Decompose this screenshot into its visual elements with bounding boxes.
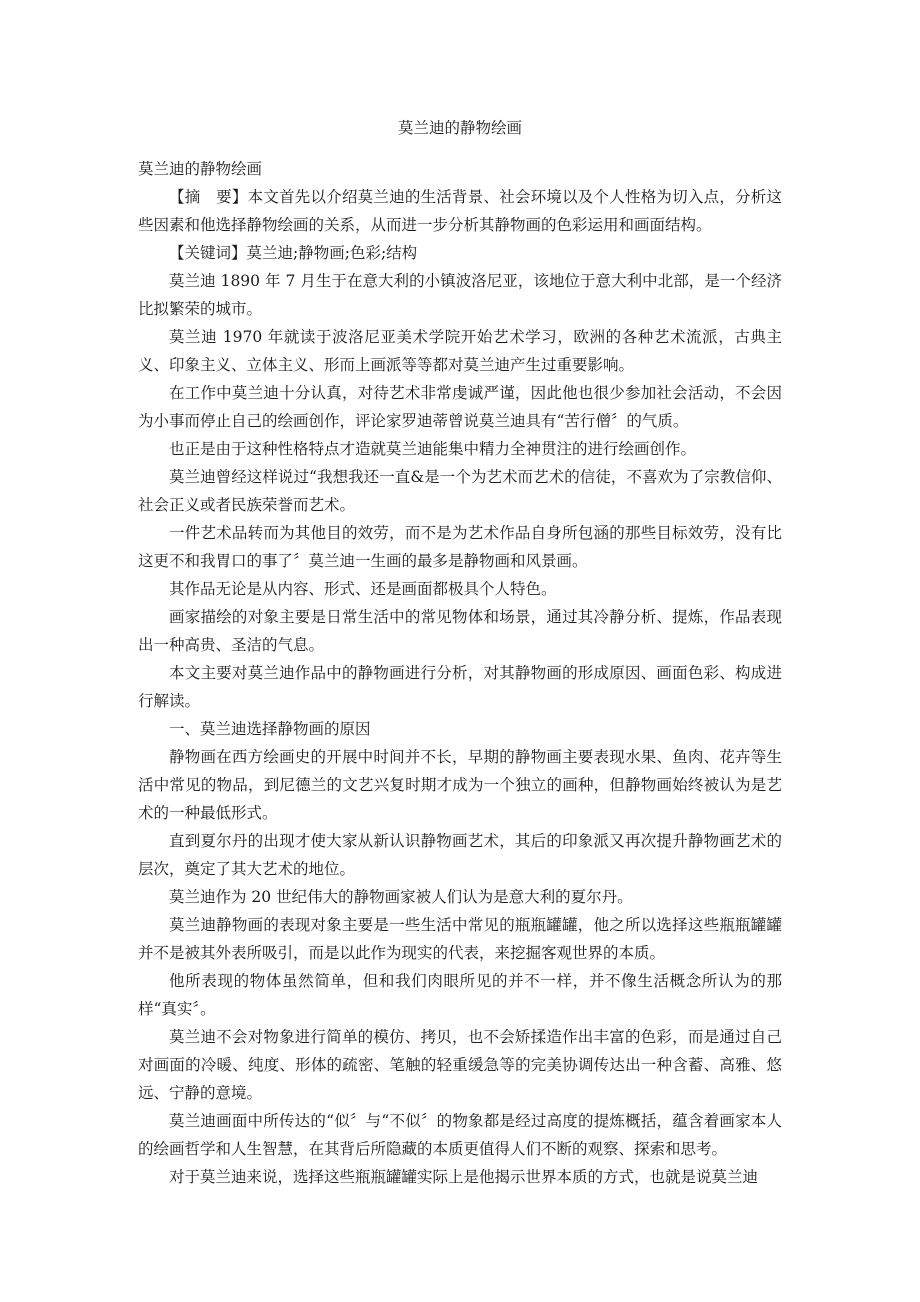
paragraph: 莫兰迪作为 20 世纪伟大的静物画家被人们认为是意大利的夏尔丹。 <box>169 888 633 906</box>
paragraph: 画家描绘的对象主要是日常生活中的常见物体和场景，通过其冷静分析、提炼，作品表现出一种高贵、圣洁的气息。 <box>138 608 782 654</box>
keywords-paragraph: 【关键词】莫兰迪;静物画;色彩;结构 <box>169 244 418 262</box>
section-heading: 一、莫兰迪选择静物画的原因 <box>169 720 371 738</box>
paragraph: 静物画在西方绘画史的开展中时间并不长，早期的静物画主要表现水果、鱼肉、花卉等生活中常见的物品，到尼德兰的文艺兴复时期才成为一个独立的画种，但静物画始终被认为是艺术的一种最低形式。 <box>138 748 782 822</box>
document-subtitle: 莫兰迪的静物绘画 <box>138 160 263 178</box>
paragraph: 莫兰迪 1890 年 7 月生于在意大利的小镇波洛尼亚，该地位于意大利中北部，是一个经济比拟繁荣的城市。 <box>138 272 782 318</box>
paragraph: 直到夏尔丹的出现才使大家从新认识静物画艺术，其后的印象派又再次提升静物画艺术的层次，奠定了其大艺术的地位。 <box>138 832 782 878</box>
paragraph: 对于莫兰迪来说，选择这些瓶瓶罐罐实际上是他揭示世界本质的方式，也就是说莫兰迪 <box>169 1168 759 1186</box>
paragraph: 莫兰迪 1970 年就读于波洛尼亚美术学院开始艺术学习，欧洲的各种艺术流派，古典主义、印象主义、立体主义、形而上画派等等都对莫兰迪产生过重要影响。 <box>138 328 782 374</box>
document-body <box>138 155 782 1191</box>
paragraph: 一件艺术品转而为其他目的效劳，而不是为艺术作品自身所包涵的那些目标效劳，没有比这更不和我胃口的事了〞莫兰迪一生画的最多是静物画和风景画。 <box>138 524 782 570</box>
paragraph: 其作品无论是从内容、形式、还是画面都极具个人特色。 <box>169 580 557 598</box>
document-title: 莫兰迪的静物绘画 <box>397 119 522 137</box>
paragraph: 本文主要对莫兰迪作品中的静物画进行分析，对其静物画的形成原因、画面色彩、构成进行解读。 <box>138 664 782 710</box>
paragraph: 莫兰迪静物画的表现对象主要是一些生活中常见的瓶瓶罐罐，他之所以选择这些瓶瓶罐罐并不是被其外表所吸引，而是以此作为现实的代表，来挖掘客观世界的本质。 <box>138 916 782 962</box>
abstract-paragraph: 【摘 要】本文首先以介绍莫兰迪的生活背景、社会环境以及个人性格为切入点，分析这些因素和他选择静物绘画的关系，从而进一步分析其静物画的色彩运用和画面结构。 <box>138 188 782 234</box>
paragraph: 在工作中莫兰迪十分认真，对待艺术非常虔诚严谨，因此他也很少参加社会活动，不会因为小事而停止自己的绘画创作，评论家罗迪蒂曾说莫兰迪具有“苦行僧〞的气质。 <box>138 384 782 430</box>
paragraph: 他所表现的物体虽然简单，但和我们肉眼所见的并不一样，并不像生活概念所认为的那样“真实〞。 <box>138 972 782 1018</box>
paragraph: 莫兰迪画面中所传达的“似〞与“不似〞的物象都是经过高度的提炼概括，蕴含着画家本人的绘画哲学和人生智慧，在其背后所隐藏的本质更值得人们不断的观察、探索和思考。 <box>138 1112 782 1158</box>
paragraph: 莫兰迪曾经这样说过“我想我还一直&是一个为艺术而艺术的信徒，不喜欢为了宗教信仰、社会正义或者民族荣誉而艺术。 <box>138 468 782 514</box>
paragraph: 莫兰迪不会对物象进行简单的模仿、拷贝，也不会矫揉造作出丰富的色彩，而是通过自己对画面的冷暖、纯度、形体的疏密、笔触的轻重缓急等的完美协调传达出一种含蓄、高雅、悠远、宁静的意境。 <box>138 1028 782 1102</box>
paragraph: 也正是由于这种性格特点才造就莫兰迪能集中精力全神贯注的进行绘画创作。 <box>169 440 697 458</box>
